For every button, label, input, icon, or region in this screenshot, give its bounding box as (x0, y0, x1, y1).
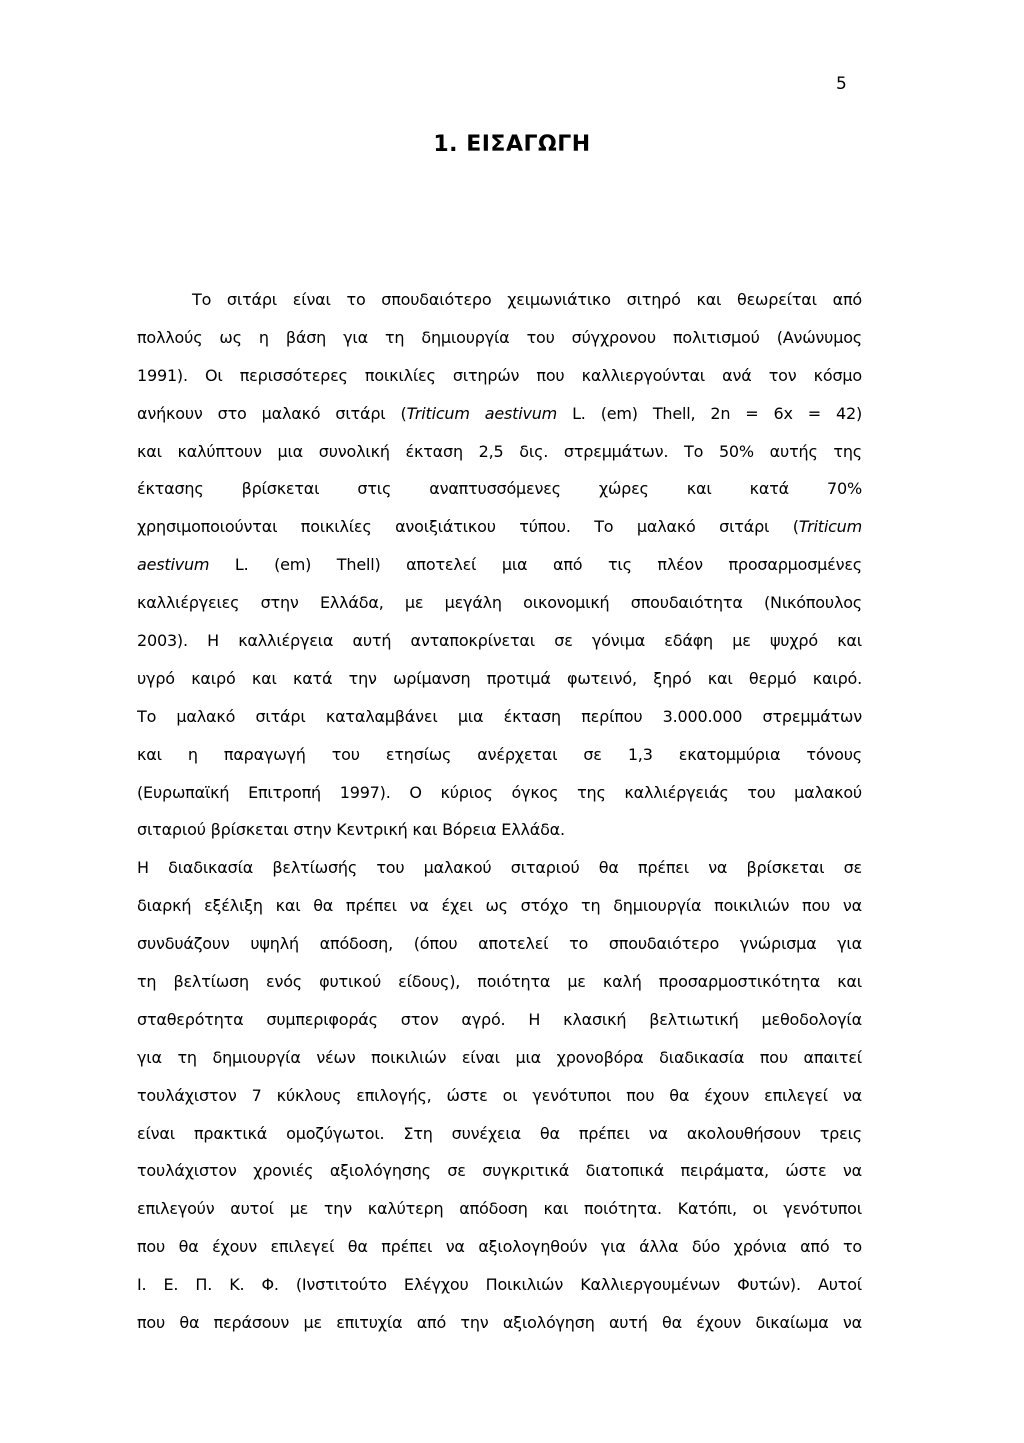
text-line (137, 553, 862, 591)
text-line: έκτασης βρίσκεται στις αναπτυσσόμενες χώρες και κατά 70% (137, 479, 862, 499)
text-line (137, 515, 862, 553)
text-line: για τη δημιουργία νέων ποικιλιών είναι μια χρονοβόρα διαδικασία που απαιτεί (137, 1047, 862, 1067)
text-line: 2003). Η καλλιέργεια αυτή ανταποκρίνεται σε γόνιμα εδάφη με ψυχρό και (137, 631, 862, 651)
text-line: τη βελτίωση ενός φυτικού είδους), ποιότητα με καλή προσαρμοστικότητα και (137, 972, 862, 992)
text-line: που θα περάσουν με επιτυχία από την αξιολόγηση αυτή θα έχουν δικαίωμα να (137, 1313, 862, 1333)
text-line: Η διαδικασία βελτίωσής του μαλακού σιταριού θα πρέπει να βρίσκεται σε (137, 858, 862, 878)
text-run: ανήκουν στο μαλακό σιτάρι ( (137, 403, 407, 423)
text-line: και καλύπτουν μια συνολική έκταση 2,5 δις. στρεμμάτων. Το 50% αυτής της (137, 441, 862, 461)
text-line: 1991). Οι περισσότερες ποικιλίες σιτηρών που καλλιεργούνται ανά τον κόσμο (137, 365, 862, 385)
text-line: πολλούς ως η βάση για τη δημιουργία του σύγχρονου πολιτισμού (Ανώνυμος (137, 327, 862, 347)
text-line: είναι πρακτικά ομοζύγωτοι. Στη συνέχεια θα πρέπει να ακολουθήσουν τρεις (137, 1123, 862, 1143)
text-line: τουλάχιστον 7 κύκλους επιλογής, ώστε οι γενότυποι που θα έχουν επιλεγεί να (137, 1085, 862, 1105)
text-line: καλλιέργειες στην Ελλάδα, με μεγάλη οικονομική σπουδαιότητα (Νικόπουλος (137, 593, 862, 613)
text-line: επιλεγούν αυτοί με την καλύτερη απόδοση και ποιότητα. Κατόπι, οι γενότυποι (137, 1199, 862, 1219)
text-line: και η παραγωγή του ετησίως ανέρχεται σε 1,3 εκατομμύρια τόνους (137, 744, 862, 764)
text-line: τουλάχιστον χρονιές αξιολόγησης σε συγκριτικά διατοπικά πειράματα, ώστε να (137, 1161, 862, 1181)
text-line: σιταριού βρίσκεται στην Κεντρική και Βόρεια Ελλάδα. (137, 820, 565, 840)
page-number: 5 (836, 74, 847, 94)
species-name: Triticum (798, 517, 862, 537)
text-run: L. (em) Thell, 2n = 6x = 42) (557, 403, 862, 423)
text-run: χρησιμοποιούνται ποικιλίες ανοιξιάτικου τύπου. Το μαλακό σιτάρι ( (137, 517, 799, 537)
text-line: Το μαλακό σιτάρι καταλαμβάνει μια έκταση περίπου 3.000.000 στρεμμάτων (137, 706, 862, 726)
text-line: συνδυάζουν υψηλή απόδοση, (όπου αποτελεί το σπουδαιότερο γνώρισμα για (137, 934, 862, 954)
text-line: Ι. Ε. Π. Κ. Φ. (Ινστιτούτο Ελέγχου Ποικιλιών Καλλιεργουμένων Φυτών). Αυτοί (137, 1275, 862, 1295)
text-line: που θα έχουν επιλεγεί θα πρέπει να αξιολογηθούν για άλλα δύο χρόνια από το (137, 1237, 862, 1257)
text-run: L. (em) Thell) αποτελεί μια από τις πλέον προσαρμοσμένες (209, 555, 862, 575)
text-line: σταθερότητα συμπεριφοράς στον αγρό. Η κλασική βελτιωτική μεθοδολογία (137, 1009, 862, 1029)
text-line: υγρό καιρό και κατά την ωρίμανση προτιμά φωτεινό, ξηρό και θερμό καιρό. (137, 668, 862, 688)
text-line: Το σιτάρι είναι το σπουδαιότερο χειμωνιάτικο σιτηρό και θεωρείται από (192, 290, 862, 309)
chapter-title: 1. ΕΙΣΑΓΩΓΗ (433, 132, 591, 157)
body-text (137, 288, 862, 1349)
text-line: (Ευρωπαϊκή Επιτροπή 1997). Ο κύριος όγκος της καλλιέργειάς του μαλακού (137, 782, 862, 802)
species-name: aestivum (137, 555, 210, 575)
text-line (137, 402, 862, 440)
species-name: Triticum aestivum (406, 403, 558, 423)
text-line: διαρκή εξέλιξη και θα πρέπει να έχει ως στόχο τη δημιουργία ποικιλιών που να (137, 896, 862, 916)
